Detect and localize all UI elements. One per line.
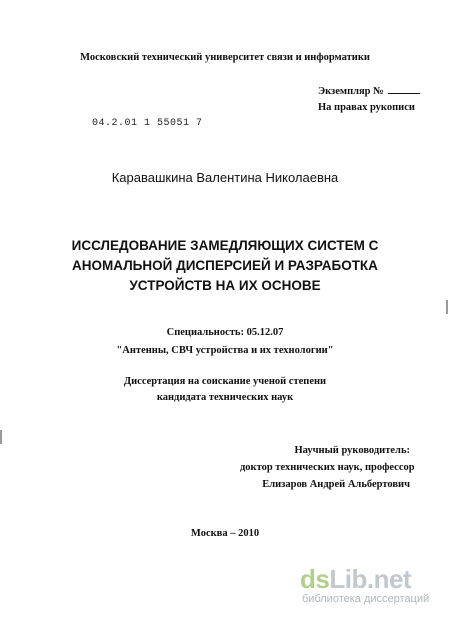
scan-mark-left	[0, 430, 2, 444]
degree-line-1: Диссертация на соискание ученой степени	[123, 376, 327, 387]
university-name: Московский технический университет связи и информатики	[80, 52, 370, 63]
dissertation-title	[0, 236, 450, 296]
supervisor-degree: доктор технических наук, профессор	[240, 462, 415, 473]
dslib-watermark	[300, 566, 448, 606]
logo-dot: .	[366, 564, 374, 594]
title-line-3: УСТРОЙСТВ НА ИХ ОСНОВЕ	[129, 278, 321, 293]
degree-line-2: кандидата технических наук	[156, 392, 294, 403]
title-line-1: ИССЛЕДОВАНИЕ ЗАМЕДЛЯЮЩИХ СИСТЕМ С	[71, 238, 379, 253]
title-line-2: АНОМАЛЬНОЙ ДИСПЕРСИЕЙ И РАЗРАБОТКА	[72, 258, 378, 273]
logo-lib: Lib	[329, 564, 367, 594]
logo-ds: ds	[300, 564, 330, 594]
supervisor-name: Елизаров Андрей Альбертович	[262, 479, 410, 490]
specialty-code: Специальность: 05.12.07	[166, 327, 284, 338]
logo-net: net	[373, 564, 412, 594]
degree-statement	[0, 374, 450, 406]
library-stamp: 04.2.01 1 55051 7	[92, 118, 203, 129]
city-year: Москва – 2010	[190, 528, 260, 539]
copy-info	[318, 84, 420, 116]
supervisor-label: Научный руководитель:	[294, 445, 410, 456]
dslib-logo	[300, 566, 448, 592]
specialty	[0, 324, 450, 360]
specialty-name: "Антенны, СВЧ устройства и их технологии"	[116, 345, 334, 356]
author-name: Каравашкина Валентина Николаевна	[111, 170, 339, 185]
copy-number-blank	[388, 84, 420, 94]
copy-number-label: Экземпляр №	[318, 86, 384, 97]
watermark-subtitle: библиотека диссертаций	[302, 593, 430, 605]
supervisor-block	[240, 442, 415, 493]
manuscript-rights: На правах рукописи	[318, 102, 415, 113]
copy-number	[318, 84, 420, 100]
scan-mark-right	[446, 300, 448, 314]
